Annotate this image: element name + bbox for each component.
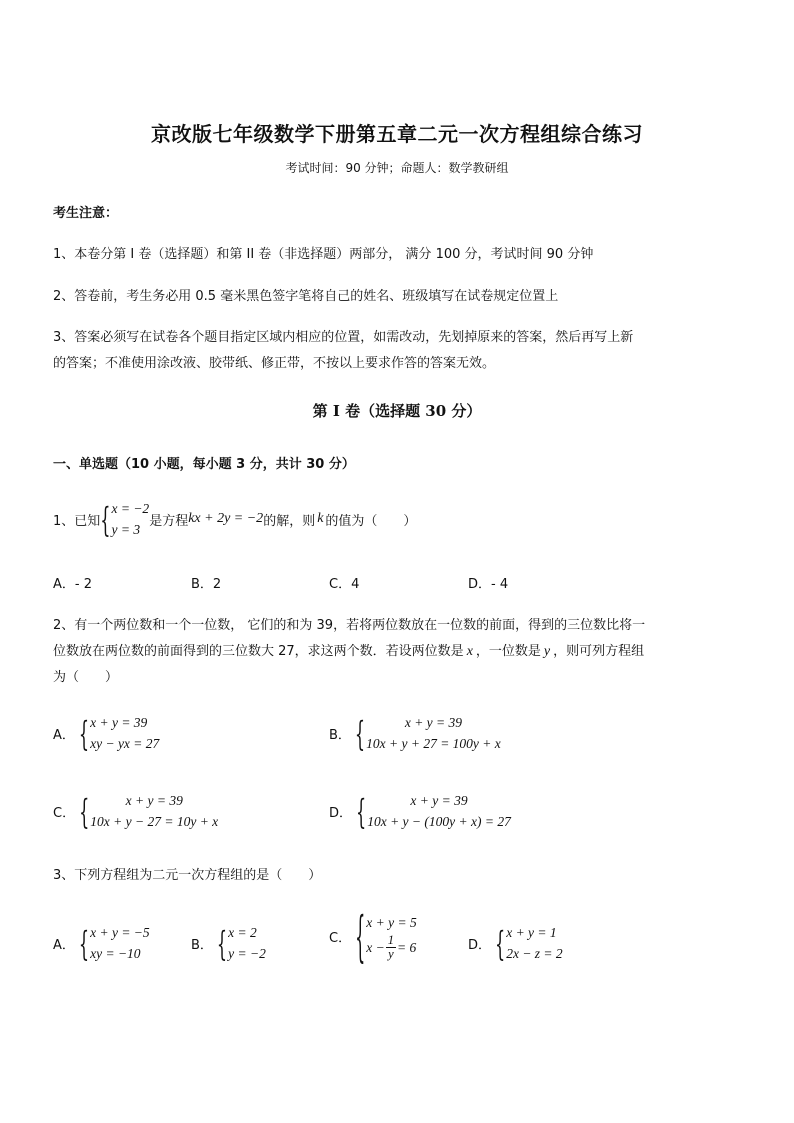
fraction: $\frac{1}{y}$ [387,933,394,961]
q3-stem: 3、下列方程组为二元一次方程组的是（ ） [53,868,322,883]
q3-option-a: A． { x + y = −5 xy = −10 [53,922,150,964]
q1-sys-eq-1: x = −2 [111,501,150,516]
q1-option-b: B．2 [191,577,222,592]
q1-sys-eq-2: y = 3 [111,522,141,537]
exam-info: 考试时间：90 分钟；命题人：数学教研组 [285,161,509,175]
q2-option-c: C． { x + y = 39 10x + y − 27 = 10y + x [53,790,218,832]
section1-title: 一、单选题（10 小题，每小题 3 分，共计 30 分） [53,457,355,472]
q1-prefix: 1、已知 [53,513,101,529]
notice-heading: 考生注意： [53,206,119,221]
q3-option-d: D． { x + y = 1 2x − z = 2 [468,922,563,964]
notice-item-2: 2、答卷前，考生务必用 0.5 毫米黑色签字笔将自己的姓名、班级填写在试卷规定位置上 [53,289,559,304]
brace-icon: { [356,791,367,831]
q2-option-b: B． { x + y = 39 10x + y + 27 = 100y + x [329,712,501,754]
q2-option-a: A． { x + y = 39 xy − yx = 27 [53,712,159,754]
q1-option-c: C．4 [329,577,360,592]
notice-item-3-cont: 的答案；不准使用涂改液、胶带纸、修正带，不按以上要求作答的答案无效。 [53,356,496,371]
brace-icon: { [216,923,228,963]
brace-icon: { [78,713,90,753]
q2-var-y: y [543,644,551,659]
notice-item-1: 1、本卷分第 I 卷（选择题）和第 II 卷（非选择题）两部分， 满分 100 分，考试时间 90 分钟 [53,247,594,262]
q2-line-2: 位数放在两位数的前面得到的三位数大 27，求这两个数．若设两位数是 x ，一位数是 y ，则可列方程组 [53,644,645,659]
q3-option-c: C． { x + y = 5 x − $\frac{1}{y}$ = 6 [329,912,417,961]
q1-equation: kx + 2y = −2 [188,511,264,526]
brace-icon: { [79,791,90,831]
brace-icon: { [100,499,111,539]
q1-var-k: k [317,511,324,526]
q1-option-d: D．- 4 [468,577,509,592]
brace-icon: { [355,904,366,969]
q1-system [100,498,149,540]
notice-item-3: 3、答案必须写在试卷各个题目指定区域内相应的位置，如需改动，先划掉原来的答案，然后再写上新 [53,330,634,345]
brace-icon: { [495,923,506,963]
q2-line-1: 2、有一个两位数和一个一位数， 它们的和为 39，若将两位数放在一位数的前面，得到的三位数比将一 [53,618,646,633]
q1-tail: 的解，则 [263,513,316,529]
q1-end: 的值为（ ） [325,513,417,529]
q3-option-b: B． { x = 2 y = −2 [191,922,266,964]
q2-option-d: D． { x + y = 39 10x + y − (100y + x) = 27 [329,790,511,832]
brace-icon: { [78,923,90,963]
q1-option-a: A．- 2 [53,577,92,592]
q2-var-x: x [466,644,473,659]
part1-title: 第 I 卷（选择题 30 分） [312,402,482,420]
page-title: 京改版七年级数学下册第五章二元一次方程组综合练习 [151,122,643,146]
question-1 [53,498,416,540]
q2-line-3: 为（ ） [53,670,119,685]
brace-icon: { [354,713,366,753]
q1-mid: 是方程 [149,513,189,529]
